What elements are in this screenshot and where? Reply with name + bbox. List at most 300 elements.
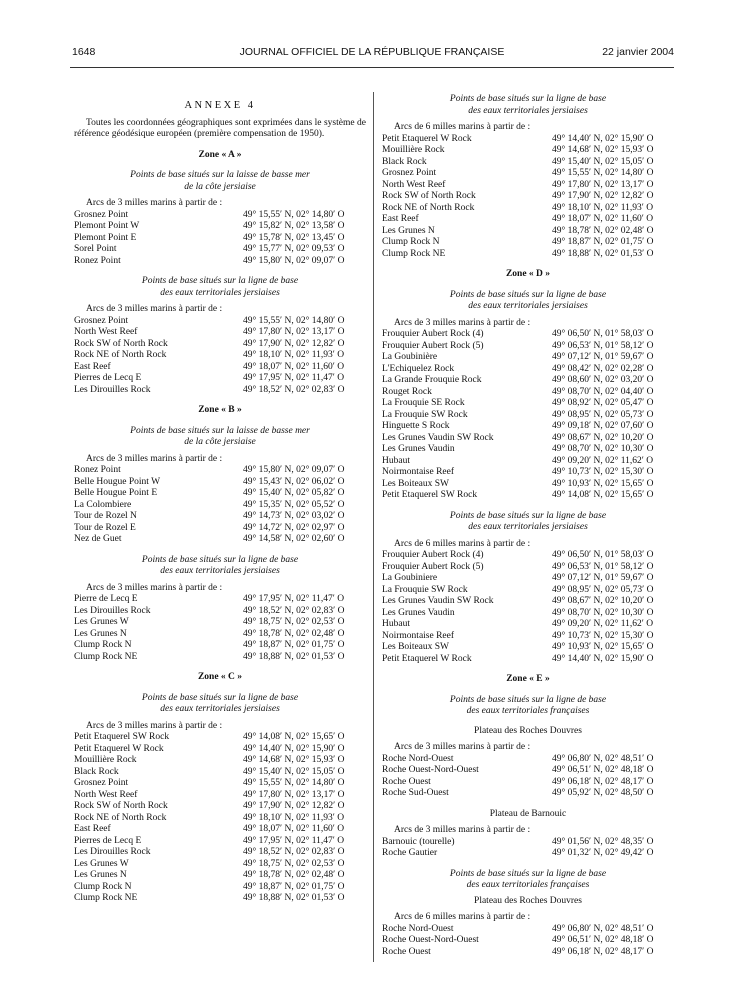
point-coordinates: 49° 18,52′ N, 02° 02,83′ O xyxy=(243,384,345,395)
point-row xyxy=(74,801,366,813)
point-coordinates: 49° 15,80′ N, 02° 09,07′ O xyxy=(243,255,345,266)
section-heading: Points de base situés sur la ligne de base xyxy=(449,510,607,521)
point-row xyxy=(74,778,366,790)
point-name: Pierre de Lecq E xyxy=(74,594,138,604)
point-name: Roche Ouest xyxy=(382,946,431,957)
point-row xyxy=(74,755,366,767)
point-coordinates: 49° 07,12′ N, 01° 59,67′ O xyxy=(552,352,654,362)
point-name: Ronez Point xyxy=(74,465,121,475)
point-name: Roche Ouest xyxy=(382,776,431,787)
point-name: Hinguette S Rock xyxy=(382,421,450,431)
point-coordinates: 49° 08,67′ N, 02° 10,20′ O xyxy=(552,432,654,443)
plateau-heading: Plateau des Roches Douvres xyxy=(474,895,582,906)
plateau-heading: Plateau des Roches Douvres xyxy=(474,725,582,736)
zone-d-title: Zone « D » xyxy=(505,269,551,279)
point-list xyxy=(382,550,674,665)
point-row xyxy=(74,652,366,664)
point-name: La Frouquie SW Rock xyxy=(382,584,468,595)
header-rule xyxy=(70,67,674,68)
point-name: Grosnez Point xyxy=(74,315,129,326)
point-coordinates: 49° 18,87′ N, 02° 01,75′ O xyxy=(552,237,654,247)
point-coordinates: 49° 14,40′ N, 02° 15,90′ O xyxy=(243,743,345,754)
point-row xyxy=(382,947,674,959)
point-name: Les Dirouilles Rock xyxy=(74,605,151,616)
point-row xyxy=(382,203,674,215)
arcs-label: Arcs de 3 milles marins à partir de : xyxy=(86,582,223,593)
point-row xyxy=(382,573,674,585)
point-list xyxy=(382,134,674,261)
section-heading: Points de base situés sur la ligne de base xyxy=(141,692,299,703)
point-coordinates: 49° 15,55′ N, 02° 14,80′ O xyxy=(243,209,345,220)
point-list xyxy=(74,465,366,546)
point-name: Petit Etaquerel SW Rock xyxy=(382,490,478,500)
point-name: La Frouquie SE Rock xyxy=(382,398,465,408)
point-coordinates: 49° 06,18′ N, 02° 48,17′ O xyxy=(552,776,654,787)
point-coordinates: 49° 06,51′ N, 02° 48,18′ O xyxy=(552,765,654,775)
point-coordinates: 49° 06,53′ N, 01° 58,12′ O xyxy=(552,340,654,351)
point-coordinates: 49° 06,53′ N, 01° 58,12′ O xyxy=(552,561,654,572)
point-name: Clump Rock N xyxy=(382,237,440,247)
point-row xyxy=(74,511,366,523)
point-name: Belle Hougue Point E xyxy=(74,488,158,498)
section-heading: de la côte jersiaise xyxy=(184,437,256,447)
arcs-label: Arcs de 3 milles marins à partir de : xyxy=(86,720,223,731)
point-row xyxy=(382,562,674,574)
right-column xyxy=(382,94,674,967)
point-coordinates: 49° 08,70′ N, 02° 10,30′ O xyxy=(552,607,654,618)
point-row xyxy=(382,596,674,608)
point-coordinates: 49° 18,87′ N, 02° 01,75′ O xyxy=(243,881,345,892)
point-row xyxy=(382,352,674,364)
point-name: Noirmontaise Reef xyxy=(382,630,455,641)
point-coordinates: 49° 10,93′ N, 02° 15,65′ O xyxy=(552,642,654,652)
arcs-label: Arcs de 3 milles marins à partir de : xyxy=(394,825,531,835)
point-coordinates: 49° 18,88′ N, 02° 01,53′ O xyxy=(243,893,345,903)
point-name: East Reef xyxy=(382,214,419,224)
point-coordinates: 49° 17,90′ N, 02° 12,82′ O xyxy=(552,191,654,201)
point-list xyxy=(382,924,674,959)
point-name: Roche Sud-Ouest xyxy=(382,788,449,798)
point-list xyxy=(74,594,366,663)
point-name: Barnouic (tourelle) xyxy=(382,836,455,847)
point-name: Les Grunes W xyxy=(74,858,129,869)
point-row xyxy=(382,145,674,157)
point-row xyxy=(74,629,366,641)
column-divider xyxy=(373,92,374,962)
section-heading: des eaux territoriales françaises xyxy=(466,880,590,890)
arcs-label: Arcs de 6 milles marins à partir de : xyxy=(394,912,531,922)
section-heading: Points de base situés sur la ligne de base xyxy=(449,94,607,104)
section-heading: des eaux territoriales jersiaises xyxy=(160,566,280,576)
point-name: Nez de Guet xyxy=(74,534,122,544)
point-row xyxy=(382,134,674,146)
point-row xyxy=(382,398,674,410)
point-coordinates: 49° 17,95′ N, 02° 11,47′ O xyxy=(243,373,345,383)
point-coordinates: 49° 14,08′ N, 02° 15,65′ O xyxy=(552,490,654,500)
zone-c-title: Zone « C » xyxy=(197,672,243,682)
point-name: Les Grunes N xyxy=(74,628,127,639)
page-number: 1648 xyxy=(72,46,96,58)
zone-b-title: Zone « B » xyxy=(198,405,242,415)
point-name: Frouquier Aubert Rock (5) xyxy=(382,561,484,572)
section-heading: Points de base situés sur la ligne de base xyxy=(449,694,607,705)
point-row xyxy=(74,893,366,905)
point-name: Pierres de Lecq E xyxy=(74,373,142,383)
point-coordinates: 49° 08,42′ N, 02° 02,28′ O xyxy=(552,363,654,374)
point-list xyxy=(74,210,366,268)
point-name: Frouquier Aubert Rock (5) xyxy=(382,340,484,351)
point-list xyxy=(74,732,366,905)
point-name: La Goubinière xyxy=(382,352,438,362)
section-heading: Points de base situés sur la laisse de basse mer xyxy=(130,425,310,436)
point-row xyxy=(382,550,674,562)
point-row xyxy=(74,732,366,744)
point-name: Noirmontaise Reef xyxy=(382,467,455,477)
point-name: Rock SW of North Rock xyxy=(74,801,168,811)
point-row xyxy=(74,813,366,825)
point-name: Rock SW of North Rock xyxy=(382,191,476,201)
point-row xyxy=(382,444,674,456)
point-name: Frouquier Aubert Rock (4) xyxy=(382,329,484,339)
point-name: La Colombiere xyxy=(74,499,132,510)
point-coordinates: 49° 15,55′ N, 02° 14,80′ O xyxy=(243,778,345,788)
annex-title: ANNEXE 4 xyxy=(184,100,256,111)
point-coordinates: 49° 17,90′ N, 02° 12,82′ O xyxy=(243,801,345,811)
point-name: Mouillière Rock xyxy=(382,145,445,155)
point-name: Grosnez Point xyxy=(74,778,129,788)
point-coordinates: 49° 06,50′ N, 01° 58,03′ O xyxy=(552,550,654,560)
point-name: Roche Gautier xyxy=(382,848,438,858)
point-name: Les Boiteaux SW xyxy=(382,642,450,652)
point-row xyxy=(74,594,366,606)
point-list xyxy=(382,329,674,502)
point-coordinates: 49° 18,75′ N, 02° 02,53′ O xyxy=(243,858,345,869)
point-row xyxy=(382,935,674,947)
point-row xyxy=(382,848,674,860)
point-name: Plemont Point E xyxy=(74,232,137,243)
point-row xyxy=(74,477,366,489)
arcs-label: Arcs de 6 milles marins à partir de : xyxy=(394,538,531,549)
point-name: Belle Hougue Point W xyxy=(74,476,161,487)
point-name: Rock NE of North Rock xyxy=(74,350,167,360)
point-coordinates: 49° 18,07′ N, 02° 11,60′ O xyxy=(552,214,654,224)
point-coordinates: 49° 14,40′ N, 02° 15,90′ O xyxy=(552,133,654,144)
point-name: Les Grunes Vaudin SW Rock xyxy=(382,432,494,443)
point-coordinates: 49° 01,32′ N, 02° 49,42′ O xyxy=(552,848,654,858)
point-coordinates: 49° 08,95′ N, 02° 05,73′ O xyxy=(552,409,654,420)
plateau-heading: Plateau de Barnouic xyxy=(489,808,567,819)
point-row xyxy=(382,237,674,249)
point-name: North West Reef xyxy=(74,789,138,800)
point-coordinates: 49° 18,78′ N, 02° 02,48′ O xyxy=(243,870,345,880)
point-coordinates: 49° 18,10′ N, 02° 11,93′ O xyxy=(552,202,654,213)
point-row xyxy=(382,456,674,468)
point-coordinates: 49° 14,68′ N, 02° 15,93′ O xyxy=(552,145,654,155)
point-row xyxy=(382,157,674,169)
point-name: Clump Rock N xyxy=(74,881,132,892)
point-row xyxy=(74,362,366,374)
point-coordinates: 49° 18,88′ N, 02° 01,53′ O xyxy=(552,248,654,259)
point-coordinates: 49° 17,80′ N, 02° 13,17′ O xyxy=(243,789,345,800)
point-coordinates: 49° 06,80′ N, 02° 48,51′ O xyxy=(552,923,654,934)
point-name: Tour de Rozel N xyxy=(74,511,137,521)
point-name: Sorel Point xyxy=(74,244,117,254)
point-coordinates: 49° 07,12′ N, 01° 59,67′ O xyxy=(552,573,654,583)
point-coordinates: 49° 15,55′ N, 02° 14,80′ O xyxy=(243,315,345,326)
point-row xyxy=(74,617,366,629)
section-heading: Points de base situés sur la ligne de base xyxy=(141,554,299,565)
point-name: Roche Nord-Ouest xyxy=(382,923,454,934)
left-column xyxy=(74,94,366,914)
point-row xyxy=(74,373,366,385)
point-row xyxy=(382,490,674,502)
point-coordinates: 49° 08,60′ N, 02° 03,20′ O xyxy=(552,375,654,385)
point-name: Roche Ouest-Nord-Ouest xyxy=(382,935,479,945)
point-row xyxy=(74,744,366,756)
point-name: Clump Rock NE xyxy=(74,651,138,662)
point-row xyxy=(382,754,674,766)
point-coordinates: 49° 18,10′ N, 02° 11,93′ O xyxy=(243,812,345,823)
point-row xyxy=(382,191,674,203)
point-coordinates: 49° 17,95′ N, 02° 11,47′ O xyxy=(243,835,345,846)
point-row xyxy=(382,375,674,387)
point-coordinates: 49° 18,52′ N, 02° 02,83′ O xyxy=(243,605,345,616)
point-row xyxy=(382,777,674,789)
point-row xyxy=(74,640,366,652)
point-row xyxy=(382,788,674,800)
point-name: Grosnez Point xyxy=(382,168,437,178)
arcs-label: Arcs de 3 milles marins à partir de : xyxy=(86,198,223,208)
point-row xyxy=(74,327,366,339)
point-name: Black Rock xyxy=(382,156,427,167)
point-name: Les Dirouilles Rock xyxy=(74,384,151,395)
point-name: Rouget Rock xyxy=(382,386,432,397)
point-name: Frouquier Aubert Rock (4) xyxy=(382,550,484,560)
point-coordinates: 49° 05,92′ N, 02° 48,50′ O xyxy=(552,788,654,798)
point-row xyxy=(382,924,674,936)
point-row xyxy=(382,329,674,341)
section-heading: des eaux territoriales jersiaises xyxy=(160,287,280,298)
point-coordinates: 49° 09,20′ N, 02° 11,62′ O xyxy=(552,619,654,629)
point-name: L'Echiquelez Rock xyxy=(382,363,455,374)
point-row xyxy=(74,824,366,836)
point-name: Petit Etaquerel W Rock xyxy=(382,653,472,664)
point-name: East Reef xyxy=(74,824,111,834)
arcs-label: Arcs de 3 milles marins à partir de : xyxy=(86,453,223,464)
point-coordinates: 49° 06,18′ N, 02° 48,17′ O xyxy=(552,946,654,957)
point-row xyxy=(382,421,674,433)
point-name: Petit Etaquerel W Rock xyxy=(382,133,472,144)
point-name: Clump Rock NE xyxy=(382,248,446,259)
point-coordinates: 49° 14,68′ N, 02° 15,93′ O xyxy=(243,755,345,765)
point-coordinates: 49° 06,50′ N, 01° 58,03′ O xyxy=(552,329,654,339)
section-heading: Points de base situés sur la laisse de basse mer xyxy=(130,170,310,180)
point-name: Plemont Point W xyxy=(74,221,140,231)
point-row xyxy=(74,836,366,848)
point-name: Rock NE of North Rock xyxy=(382,202,475,213)
point-coordinates: 49° 10,93′ N, 02° 15,65′ O xyxy=(552,478,654,489)
point-coordinates: 49° 14,40′ N, 02° 15,90′ O xyxy=(552,653,654,664)
point-row xyxy=(74,488,366,500)
point-coordinates: 49° 01,56′ N, 02° 48,35′ O xyxy=(552,836,654,847)
point-row xyxy=(382,214,674,226)
point-coordinates: 49° 15,55′ N, 02° 14,80′ O xyxy=(552,168,654,178)
point-name: Les Grunes W xyxy=(74,617,129,627)
arcs-label: Arcs de 3 milles marins à partir de : xyxy=(394,742,531,752)
point-row xyxy=(382,479,674,491)
point-coordinates: 49° 18,88′ N, 02° 01,53′ O xyxy=(243,651,345,662)
arcs-label: Arcs de 6 milles marins à partir de : xyxy=(394,122,531,132)
point-name: Les Grunes N xyxy=(74,870,127,880)
point-name: Rock NE of North Rock xyxy=(74,812,167,823)
point-coordinates: 49° 18,78′ N, 02° 02,48′ O xyxy=(243,628,345,639)
point-row xyxy=(74,233,366,245)
point-row xyxy=(382,249,674,261)
point-name: North West Reef xyxy=(74,327,138,337)
point-row xyxy=(74,767,366,779)
section-heading: Points de base situés sur la ligne de base xyxy=(449,868,607,879)
point-list xyxy=(382,754,674,800)
point-row xyxy=(382,585,674,597)
point-coordinates: 49° 18,10′ N, 02° 11,93′ O xyxy=(243,350,345,360)
point-row xyxy=(382,387,674,399)
point-row xyxy=(74,870,366,882)
point-name: Tour de Rozel E xyxy=(74,522,136,533)
point-coordinates: 49° 08,92′ N, 02° 05,47′ O xyxy=(552,398,654,408)
point-row xyxy=(74,847,366,859)
point-coordinates: 49° 15,80′ N, 02° 09,07′ O xyxy=(243,465,345,475)
point-coordinates: 49° 18,78′ N, 02° 02,48′ O xyxy=(552,225,654,236)
issue-date: 22 janvier 2004 xyxy=(602,46,674,58)
point-name: Mouillière Rock xyxy=(74,755,137,765)
point-coordinates: 49° 14,73′ N, 02° 03,02′ O xyxy=(243,511,345,521)
section-heading: des eaux territoriales jersiaises xyxy=(468,301,588,311)
point-row xyxy=(382,168,674,180)
point-name: Les Dirouilles Rock xyxy=(74,847,151,857)
point-row xyxy=(382,837,674,849)
journal-title: JOURNAL OFFICIEL DE LA RÉPUBLIQUE FRANÇAISE xyxy=(239,46,505,58)
point-row xyxy=(74,465,366,477)
point-coordinates: 49° 15,40′ N, 02° 05,82′ O xyxy=(243,488,345,498)
point-coordinates: 49° 10,73′ N, 02° 15,30′ O xyxy=(552,467,654,477)
point-coordinates: 49° 18,52′ N, 02° 02,83′ O xyxy=(243,847,345,857)
point-row xyxy=(74,210,366,222)
point-coordinates: 49° 15,82′ N, 02° 13,58′ O xyxy=(243,221,345,231)
point-row xyxy=(382,642,674,654)
point-coordinates: 49° 18,87′ N, 02° 01,75′ O xyxy=(243,640,345,650)
point-name: Petit Etaquerel W Rock xyxy=(74,743,164,754)
point-row xyxy=(382,410,674,422)
point-row xyxy=(74,256,366,268)
point-row xyxy=(74,350,366,362)
point-name: Les Grunes Vaudin SW Rock xyxy=(382,596,494,606)
point-coordinates: 49° 15,35′ N, 02° 05,52′ O xyxy=(243,499,345,510)
point-name: La Grande Frouquie Rock xyxy=(382,375,482,385)
point-row xyxy=(382,467,674,479)
point-name: Roche Ouest-Nord-Ouest xyxy=(382,765,479,775)
point-row xyxy=(74,316,366,328)
point-coordinates: 49° 06,80′ N, 02° 48,51′ O xyxy=(552,753,654,764)
point-name: Les Grunes N xyxy=(382,225,435,236)
point-coordinates: 49° 15,43′ N, 02° 06,02′ O xyxy=(243,476,345,487)
point-coordinates: 49° 18,07′ N, 02° 11,60′ O xyxy=(243,361,345,372)
point-name: East Reef xyxy=(74,361,111,372)
point-name: Les Boiteaux SW xyxy=(382,478,450,489)
point-name: Les Grunes Vaudin xyxy=(382,607,455,618)
point-coordinates: 49° 18,75′ N, 02° 02,53′ O xyxy=(243,617,345,627)
point-row xyxy=(382,180,674,192)
point-name: Ronez Point xyxy=(74,255,121,266)
point-coordinates: 49° 17,80′ N, 02° 13,17′ O xyxy=(552,179,654,190)
point-row xyxy=(382,341,674,353)
section-heading: des eaux territoriales jersiaises xyxy=(468,105,588,116)
point-name: Hubaut xyxy=(382,455,410,466)
point-name: Les Grunes Vaudin xyxy=(382,444,455,454)
point-name: Clump Rock N xyxy=(74,640,132,650)
section-heading: de la côte jersiaise xyxy=(184,181,256,192)
arcs-label: Arcs de 3 milles marins à partir de : xyxy=(394,317,531,328)
point-coordinates: 49° 15,77′ N, 02° 09,53′ O xyxy=(243,244,345,254)
point-coordinates: 49° 14,72′ N, 02° 02,97′ O xyxy=(243,522,345,533)
point-name: La Frouquie SW Rock xyxy=(382,409,468,420)
point-coordinates: 49° 06,51′ N, 02° 48,18′ O xyxy=(552,935,654,945)
point-coordinates: 49° 08,67′ N, 02° 10,20′ O xyxy=(552,596,654,606)
section-heading: Points de base situés sur la ligne de base xyxy=(449,289,607,300)
point-row xyxy=(382,608,674,620)
point-name: Roche Nord-Ouest xyxy=(382,753,454,764)
point-name: Grosnez Point xyxy=(74,209,129,220)
point-coordinates: 49° 08,70′ N, 02° 04,40′ O xyxy=(552,386,654,397)
point-row xyxy=(382,631,674,643)
point-coordinates: 49° 08,95′ N, 02° 05,73′ O xyxy=(552,584,654,595)
point-coordinates: 49° 10,73′ N, 02° 15,30′ O xyxy=(552,630,654,641)
section-heading: Points de base situés sur la ligne de base xyxy=(141,276,299,286)
point-name: Rock SW of North Rock xyxy=(74,338,168,349)
point-coordinates: 49° 17,90′ N, 02° 12,82′ O xyxy=(243,338,345,349)
page-header xyxy=(70,42,674,60)
point-row xyxy=(382,765,674,777)
point-name: Clump Rock NE xyxy=(74,893,138,903)
point-row xyxy=(74,500,366,512)
point-row xyxy=(74,606,366,618)
point-coordinates: 49° 15,40′ N, 02° 15,05′ O xyxy=(243,766,345,777)
point-row xyxy=(74,385,366,397)
section-heading: des eaux territoriales jersiaises xyxy=(468,522,588,532)
point-name: North West Reef xyxy=(382,179,446,190)
point-row xyxy=(74,859,366,871)
point-row xyxy=(74,221,366,233)
point-row xyxy=(382,433,674,445)
point-name: La Goubiniere xyxy=(382,573,438,583)
point-list xyxy=(74,316,366,397)
point-name: Black Rock xyxy=(74,766,119,777)
arcs-label: Arcs de 3 milles marins à partir de : xyxy=(86,304,223,314)
point-coordinates: 49° 09,18′ N, 02° 07,60′ O xyxy=(552,421,654,431)
intro-paragraph: Toutes les coordonnées géographiques sont exprimées dans le système de référence géodésique européen (première compensation de 1950). xyxy=(74,117,366,139)
point-row xyxy=(382,364,674,376)
point-coordinates: 49° 09,20′ N, 02° 11,62′ O xyxy=(552,455,654,466)
section-heading: des eaux territoriales françaises xyxy=(466,706,590,716)
zone-e-title: Zone « E » xyxy=(506,674,550,684)
point-coordinates: 49° 15,40′ N, 02° 15,05′ O xyxy=(552,156,654,167)
point-coordinates: 49° 14,58′ N, 02° 02,60′ O xyxy=(243,534,345,544)
point-list xyxy=(382,837,674,860)
point-name: Hubaut xyxy=(382,619,410,629)
point-row xyxy=(74,523,366,535)
point-row xyxy=(382,619,674,631)
point-row xyxy=(74,339,366,351)
point-row xyxy=(74,534,366,546)
